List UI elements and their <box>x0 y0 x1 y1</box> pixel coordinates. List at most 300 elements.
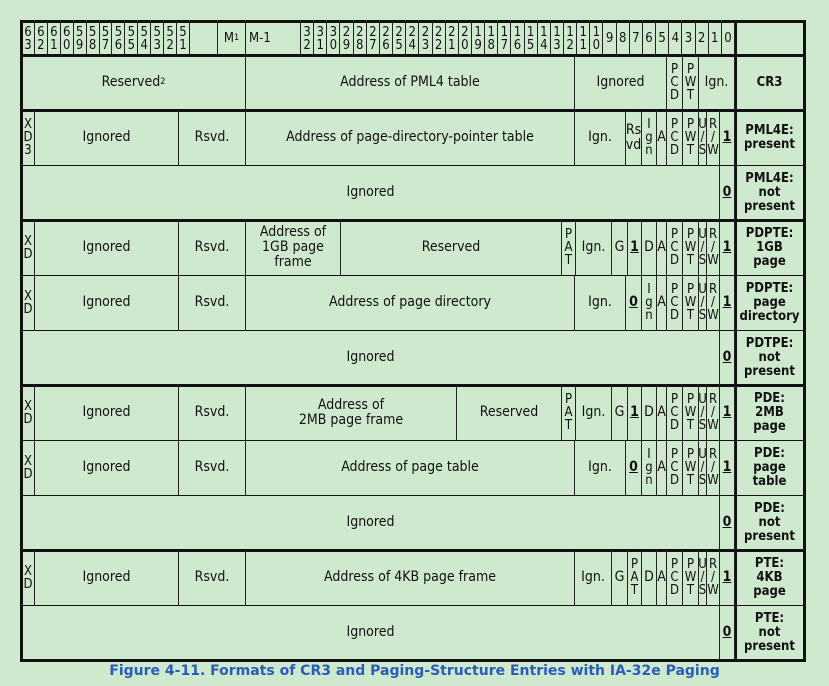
flag-letter: X <box>23 398 32 414</box>
bit-tens-digit: 5 <box>114 24 123 40</box>
bit-number <box>112 22 125 55</box>
bit-ones-digit: 8 <box>618 31 627 46</box>
bit-tens-digit: 5 <box>101 24 110 40</box>
bit-number <box>151 22 164 55</box>
bit-number <box>577 22 590 55</box>
flag-pwt <box>683 275 699 330</box>
flag-xd3 <box>22 110 35 165</box>
flag-letter: W <box>707 473 719 488</box>
field-text: Ignored <box>346 624 395 640</box>
flag-letter: X <box>23 453 32 469</box>
bit-number <box>551 22 564 55</box>
field-text: Ignored <box>82 129 131 145</box>
flag-us <box>699 385 707 440</box>
flag-letter: D <box>669 143 679 158</box>
bit-tens-digit: 6 <box>24 24 32 40</box>
flag-letter: / <box>700 405 705 420</box>
entry-type-label: PDPTE: page directory <box>739 280 800 324</box>
bit-number <box>406 22 419 55</box>
flag-letter: / <box>711 295 715 310</box>
field-text: G <box>614 404 625 420</box>
bit-ones-digit: 3 <box>553 37 561 53</box>
entry-type-label: PML4E: present <box>744 122 795 152</box>
bit-number <box>511 22 524 55</box>
bit-number <box>590 22 603 55</box>
field-rsvd <box>179 550 246 605</box>
field-a <box>657 440 667 495</box>
entry-type-label: PDE: not present <box>744 500 795 544</box>
m-text: M <box>223 31 234 46</box>
bit-ones-digit: 5 <box>526 37 535 53</box>
flag-letter: T <box>686 583 695 598</box>
flag-letter: W <box>707 253 719 268</box>
bit-number <box>472 22 485 55</box>
bit-tens-digit: 2 <box>434 24 443 40</box>
bit-ones-digit: 1 <box>179 37 187 53</box>
field-text: Rsvd. <box>194 239 230 255</box>
field-text: Reserved <box>479 404 539 420</box>
flag-pcd <box>667 440 683 495</box>
field-text: Ign. <box>588 129 612 145</box>
entry-type-label: PDTPE: not present <box>744 335 795 379</box>
flag-letter: S <box>698 583 707 598</box>
field-text: Ignored <box>596 74 645 90</box>
bit-ones-digit: 7 <box>632 31 640 46</box>
flag-letter: n <box>645 143 653 158</box>
bit-tens-digit: 1 <box>487 24 495 40</box>
field-address-of-2mb-page-frame <box>246 385 457 440</box>
flag-letter: D <box>669 88 679 103</box>
bit-ones-digit: 5 <box>658 31 666 46</box>
flag-letter: U <box>698 557 707 572</box>
field-ign <box>576 220 612 275</box>
flag-letter: P <box>686 227 695 242</box>
bit-number <box>138 22 151 55</box>
fixed-bit <box>720 220 735 275</box>
field-reserved <box>22 55 246 110</box>
bit-number <box>709 22 722 55</box>
bit-number <box>314 22 327 55</box>
fixed-bit <box>720 385 735 440</box>
bit-number <box>433 22 446 55</box>
flag-letter: A <box>564 240 573 255</box>
flag-letter: W <box>684 130 697 145</box>
field-text: Ignored <box>82 569 131 585</box>
field-text: Ign. <box>581 239 606 255</box>
flag-letter: P <box>670 392 679 407</box>
field-address-of-page-table <box>246 440 575 495</box>
bit-number <box>643 22 656 55</box>
flag-us <box>699 220 707 275</box>
bit-ones-digit: 0 <box>63 37 71 53</box>
field-text: Ignored <box>82 459 131 475</box>
flag-letter: D <box>669 253 679 268</box>
field-ignored <box>22 330 720 385</box>
bit-number <box>380 22 393 55</box>
flag-letter: / <box>700 460 705 475</box>
field-text: Ignored <box>82 239 131 255</box>
bit-number <box>87 22 100 55</box>
field-ignored <box>22 495 720 550</box>
field-a <box>657 385 667 440</box>
flag-letter: P <box>564 227 573 242</box>
bit-tens-digit: 2 <box>408 24 416 40</box>
flag-letter: / <box>711 460 715 475</box>
field-ign <box>699 55 735 110</box>
field-text: G <box>614 569 625 585</box>
flag-ign <box>642 440 657 495</box>
bit-tens-digit: 3 <box>329 24 338 40</box>
flag-pwt <box>683 385 699 440</box>
flag-letter: D <box>23 130 33 145</box>
field-text: Ign. <box>581 569 605 585</box>
bit-tens-digit: 5 <box>88 24 97 40</box>
bit-ones-digit: 7 <box>369 37 377 53</box>
bit-ones-digit: 3 <box>684 31 693 46</box>
bit-number <box>617 22 630 55</box>
flag-letter: A <box>564 405 573 420</box>
field-text: Rsvd. <box>194 404 230 420</box>
bit-ones-digit: 8 <box>487 37 495 53</box>
bit-tens-digit: 2 <box>369 24 377 40</box>
flag-pwt <box>683 550 699 605</box>
fixed-bit <box>720 495 735 550</box>
bit-tens-digit: 2 <box>421 24 430 40</box>
entry-type-label: PDPTE: 1GB page <box>745 225 794 269</box>
field-rsvd <box>179 385 246 440</box>
field-reserved <box>341 220 562 275</box>
bit-ones-digit: 9 <box>474 37 482 53</box>
bit-number <box>367 22 380 55</box>
flag-letter: U <box>698 447 707 462</box>
bit-tens-digit: 1 <box>592 24 601 40</box>
flag-letter: X <box>23 563 32 579</box>
bit-ones-digit: 6 <box>114 37 123 53</box>
bit-ones-digit: 4 <box>408 37 416 53</box>
bit-ones-digit: 0 <box>329 37 338 53</box>
flag-letter: S <box>698 308 707 323</box>
bit-ones-digit: 2 <box>166 37 174 53</box>
flag-letter: D <box>669 418 679 433</box>
flag-letter: S <box>698 418 707 433</box>
field-a <box>657 220 667 275</box>
field-d <box>642 550 657 605</box>
entry-type-label: PML4E: not present <box>744 170 795 214</box>
field-text: D <box>644 569 654 585</box>
bit-number <box>327 22 340 55</box>
flag-letter: I <box>647 117 651 132</box>
bit-ones-digit: 2 <box>37 37 45 53</box>
entry-type-label: PDE: page table <box>752 445 787 489</box>
fixed-bit <box>720 110 735 165</box>
field-address-of-pml4-table <box>246 55 575 110</box>
flag-letter: P <box>686 447 695 462</box>
bit-tens-digit: 1 <box>553 24 561 40</box>
flag-letter: P <box>670 557 679 572</box>
flag-letter: / <box>700 130 705 145</box>
flag-xd <box>22 275 35 330</box>
field-ignored <box>22 165 720 220</box>
entry-type-label: PTE: 4KB page <box>753 555 786 599</box>
bit-tens-digit: 5 <box>153 24 161 40</box>
bit-number <box>301 22 314 55</box>
field-reserved <box>457 385 562 440</box>
field-text: Ignored <box>346 349 395 365</box>
flag-letter: P <box>686 282 695 297</box>
flag-xd <box>22 385 35 440</box>
flag-letter: W <box>684 405 697 420</box>
bit-ones-digit: 3 <box>421 37 430 53</box>
flag-us <box>699 275 707 330</box>
field-text: 1 <box>630 239 639 255</box>
entry-type-label: PTE: not present <box>744 610 795 654</box>
flag-letter: P <box>686 117 695 132</box>
field-text: Address of PML4 table <box>340 74 480 90</box>
bit-number <box>354 22 367 55</box>
field-text: Rsvd. <box>194 294 230 310</box>
bit-ones-digit: 3 <box>24 37 32 53</box>
m-footnote: 1 <box>233 33 240 43</box>
field-text: Ign. <box>581 404 606 420</box>
flag-letter: T <box>686 473 695 488</box>
flag-pcd <box>667 110 683 165</box>
bit-number <box>485 22 498 55</box>
flag-letter: n <box>645 473 653 488</box>
bit-tens-digit: 6 <box>63 24 71 40</box>
bit-number <box>603 22 616 55</box>
flag-rw <box>707 385 720 440</box>
bit-number <box>125 22 138 55</box>
flag-letter: W <box>707 583 719 598</box>
flag-letter: T <box>686 308 695 323</box>
bit-tens-digit: 2 <box>342 24 351 40</box>
bit-tens-digit: 2 <box>382 24 390 40</box>
bit-tens-digit: 2 <box>448 24 456 40</box>
bit-ones-digit: 3 <box>153 37 161 53</box>
bit-number <box>696 22 709 55</box>
field-ign <box>575 440 626 495</box>
field-rs-vd <box>626 110 642 165</box>
flag-letter: U <box>698 227 707 242</box>
bit-tens-digit: 3 <box>316 24 324 40</box>
flag-letter: R <box>708 282 718 297</box>
bit-ones-digit: 1 <box>316 37 324 53</box>
bit-ones-digit: 4 <box>140 37 148 53</box>
field-ignored <box>575 55 667 110</box>
flag-letter: P <box>686 392 695 407</box>
footnote-marker: 2 <box>160 77 166 87</box>
flag-letter: I <box>647 282 651 297</box>
flag-us <box>699 440 707 495</box>
bit-tens-digit: 2 <box>395 24 403 40</box>
flag-letter: U <box>698 117 707 132</box>
field-text: 0 <box>722 624 732 640</box>
flag-letter: / <box>711 570 715 585</box>
bit-tens-digit: 5 <box>127 24 136 40</box>
bit-ones-digit: 1 <box>50 37 58 53</box>
flag-letter: R <box>708 117 718 132</box>
bit-ones-digit: 7 <box>500 37 509 53</box>
bit-ones-digit: 8 <box>88 37 97 53</box>
field-address-of-page-directory <box>246 275 575 330</box>
bit-number <box>177 22 190 55</box>
field-text: Address of page directory <box>328 294 491 310</box>
bit-ones-digit: 6 <box>513 37 522 53</box>
field-text: Rsvd. <box>194 459 230 475</box>
bit-number <box>564 22 577 55</box>
field-rsvd <box>179 110 246 165</box>
bit-ones-digit: 0 <box>461 37 469 53</box>
field-a <box>657 110 667 165</box>
field-d <box>642 220 657 275</box>
bit-tens-digit: 2 <box>461 24 469 40</box>
bit-tens-digit: 5 <box>179 24 187 40</box>
flag-xd <box>22 440 35 495</box>
flag-letter: W <box>707 418 719 433</box>
fixed-bit <box>628 220 642 275</box>
flag-letter: R <box>708 447 718 462</box>
field-text: Reserved <box>101 74 161 90</box>
flag-letter: D <box>23 246 33 262</box>
fixed-bit <box>628 385 642 440</box>
field-text: 0 <box>629 459 638 475</box>
flag-pat <box>562 220 576 275</box>
flag-letter: / <box>700 295 705 310</box>
bit-number <box>538 22 551 55</box>
entry-type-label: CR3 <box>756 74 783 90</box>
bit-ones-digit: 4 <box>671 31 680 46</box>
bit-number <box>669 22 682 55</box>
field-text: A <box>657 294 666 310</box>
flag-letter: P <box>630 557 639 572</box>
flag-letter: S <box>698 473 707 488</box>
flag-letter: S <box>698 253 707 268</box>
fixed-bit <box>720 275 735 330</box>
flag-letter: P <box>670 227 679 242</box>
field-g <box>612 550 628 605</box>
bit-tens-digit: 1 <box>500 24 509 40</box>
flag-rw <box>707 550 720 605</box>
field-rsvd <box>179 220 246 275</box>
fixed-bit <box>720 550 735 605</box>
fixed-bit <box>720 605 735 660</box>
field-text: 1 <box>722 294 732 310</box>
flag-pcd <box>667 275 683 330</box>
flag-letter: I <box>647 447 651 462</box>
bit-ones-digit: 2 <box>434 37 443 53</box>
flag-rw <box>707 110 720 165</box>
flag-xd <box>22 550 35 605</box>
bit-ones-digit: 2 <box>697 31 706 46</box>
flag-letter: T <box>630 583 639 598</box>
field-text: 0 <box>722 349 732 365</box>
flag-letter: X <box>23 117 32 132</box>
field-text: 1 <box>722 239 732 255</box>
field-text: Rs vd <box>625 121 642 153</box>
bit-number <box>525 22 538 55</box>
bit-number <box>35 22 48 55</box>
flag-letter: D <box>23 466 33 482</box>
flag-letter: / <box>711 240 715 255</box>
field-rsvd <box>179 275 246 330</box>
bit-tens-digit: 5 <box>75 24 84 40</box>
flag-pat <box>562 385 576 440</box>
bit-ones-digit: 9 <box>75 37 84 53</box>
bit-number <box>682 22 695 55</box>
bit-tens-digit: 5 <box>140 24 148 40</box>
bit-tens-digit: 1 <box>474 24 482 40</box>
flag-letter: 3 <box>24 143 32 158</box>
bit-ones-digit: 1 <box>579 37 587 53</box>
field-text: D <box>644 239 654 255</box>
flag-letter: P <box>670 447 679 462</box>
field-text: A <box>657 239 666 255</box>
flag-ign <box>642 275 657 330</box>
flag-letter: T <box>686 253 695 268</box>
flag-letter: R <box>708 557 718 572</box>
flag-pcd <box>667 220 683 275</box>
flag-letter: P <box>686 62 695 77</box>
field-text: Ign. <box>588 294 612 310</box>
bit-ones-digit: 9 <box>342 37 351 53</box>
field-ignored <box>22 605 720 660</box>
flag-pwt <box>683 440 699 495</box>
flag-letter: T <box>686 418 695 433</box>
bit-ones-digit: 5 <box>127 37 136 53</box>
flag-letter: R <box>708 227 718 242</box>
flag-letter: D <box>23 301 33 317</box>
flag-letter: T <box>564 418 573 433</box>
field-rsvd <box>179 440 246 495</box>
flag-letter: W <box>684 460 697 475</box>
flag-letter: g <box>645 460 653 475</box>
field-ignored <box>35 220 179 275</box>
flag-ign <box>642 110 657 165</box>
field-g <box>612 220 628 275</box>
flag-letter: R <box>708 392 718 407</box>
field-text: 1 <box>722 404 732 420</box>
field-text: G <box>614 239 625 255</box>
flag-letter: P <box>670 117 679 132</box>
field-text: A <box>657 404 666 420</box>
flag-letter: C <box>670 295 679 310</box>
bit-ones-digit: 4 <box>540 37 548 53</box>
field-address-of-page-directory-pointer-table <box>246 110 575 165</box>
field-text: Address of page-directory-pointer table <box>286 129 534 145</box>
flag-letter: C <box>670 75 679 90</box>
field-address-of-4kb-page-frame <box>246 550 575 605</box>
flag-letter: P <box>686 557 695 572</box>
field-text: 1 <box>722 459 732 475</box>
flag-pat <box>628 550 642 605</box>
flag-pcd <box>667 55 683 110</box>
m-minus-1-label: M-1 <box>246 22 301 55</box>
field-text: 0 <box>629 294 638 310</box>
field-d <box>642 385 657 440</box>
flag-letter: W <box>707 308 719 323</box>
flag-letter: C <box>670 240 679 255</box>
field-ignored <box>35 275 179 330</box>
flag-letter: W <box>684 295 697 310</box>
flag-pwt <box>683 55 699 110</box>
bit-ones-digit: 1 <box>448 37 456 53</box>
flag-us <box>699 550 707 605</box>
bit-number <box>340 22 353 55</box>
bit-number <box>61 22 74 55</box>
flag-letter: / <box>700 570 705 585</box>
field-text: Ignored <box>346 184 395 200</box>
bit-ones-digit: 7 <box>101 37 110 53</box>
